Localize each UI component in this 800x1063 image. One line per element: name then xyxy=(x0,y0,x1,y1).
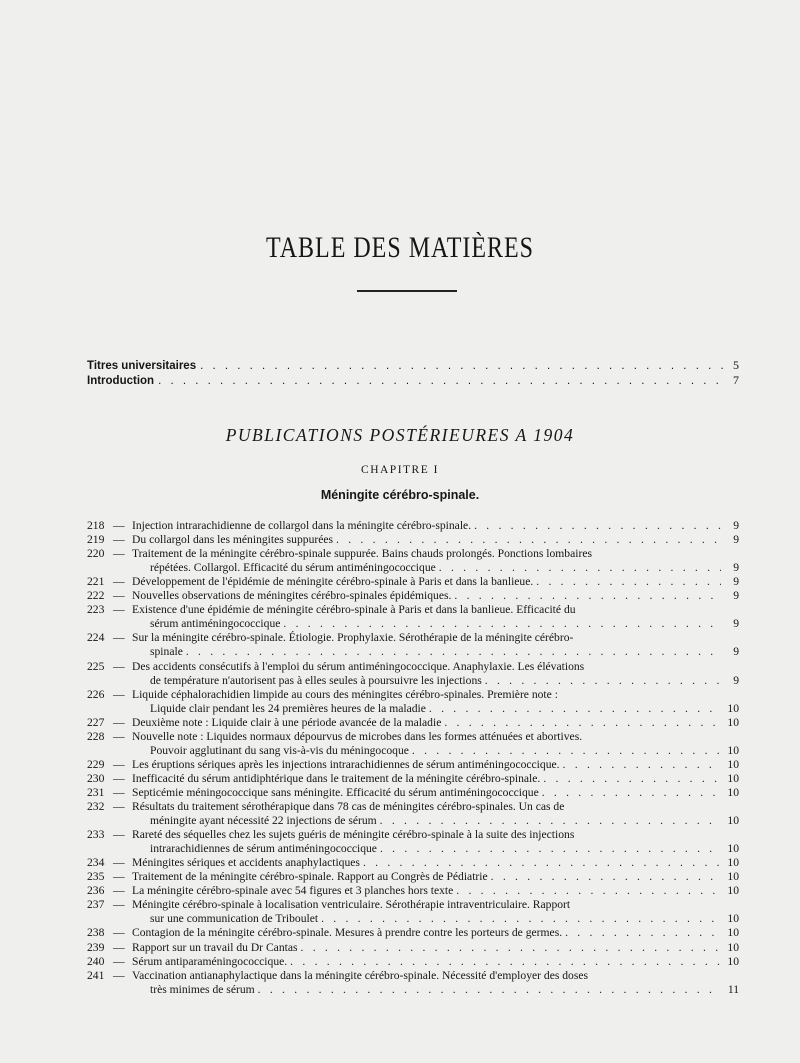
entry-dash: — xyxy=(113,603,125,617)
entry-number: 218 xyxy=(87,519,105,532)
entry-dash: — xyxy=(113,533,125,547)
entry-text-line xyxy=(132,617,721,631)
entry-page: 10 xyxy=(727,954,739,968)
entry-text: Méningites sériques et accidents anaphylactiques xyxy=(132,856,360,870)
entry-text: Les éruptions sériques après les injections intrarachidiennes de sérum antiméningococcique. xyxy=(132,757,560,771)
toc-entry[interactable] xyxy=(87,884,739,898)
leader-dots xyxy=(456,884,721,898)
entry-text: Deuxième note : Liquide clair à une période avancée de la maladie xyxy=(132,715,442,729)
leader-dots xyxy=(200,360,725,372)
toc-label: Titres universitaires xyxy=(87,360,197,372)
entry-dash: — xyxy=(113,659,125,673)
entry-text: Existence d'une épidémie de méningite cérébro-spinale à Paris et dans la banlieue. Efficacité du xyxy=(132,603,576,617)
entry-page: 9 xyxy=(733,617,739,631)
entry-text: La méningite cérébro-spinale avec 54 figures et 3 planches hors texte xyxy=(132,884,454,898)
entry-text-line xyxy=(132,589,721,603)
entry-text-line xyxy=(132,786,721,800)
entry-page: 9 xyxy=(733,589,739,603)
leader-dots xyxy=(439,561,721,575)
entry-text: Rareté des séquelles chez les sujets guéris de méningite cérébro-spinale à la suite des injections xyxy=(132,828,575,842)
entry-text-line xyxy=(132,744,721,758)
entry-page: 11 xyxy=(727,982,739,996)
entry-text-line xyxy=(132,519,721,533)
leader-dots xyxy=(158,375,725,387)
toc-entry[interactable] xyxy=(87,631,739,659)
entry-page: 10 xyxy=(727,940,739,954)
leader-dots xyxy=(363,856,721,870)
entry-number: 232 xyxy=(87,800,105,813)
toc-line-titres[interactable] xyxy=(87,358,739,373)
leader-dots xyxy=(491,870,721,884)
toc-entry[interactable] xyxy=(87,941,739,955)
toc-entry[interactable] xyxy=(87,547,739,575)
entry-dash: — xyxy=(113,785,125,799)
entry-text-line xyxy=(132,758,721,772)
toc-entry[interactable] xyxy=(87,856,739,870)
entry-dash: — xyxy=(113,757,125,771)
toc-entry[interactable] xyxy=(87,758,739,772)
entry-number: 228 xyxy=(87,729,105,743)
entry-text-line xyxy=(132,631,721,645)
leader-dots xyxy=(301,941,722,955)
entry-text-line xyxy=(132,884,721,898)
entry-number: 235 xyxy=(87,870,105,884)
entry-text: Sur la méningite cérébro-spinale. Étiologie. Prophylaxie. Sérothérapie de la méningite cérébro- xyxy=(132,631,574,645)
entry-dash: — xyxy=(113,771,125,785)
entry-page: 10 xyxy=(727,912,739,926)
entry-page: 9 xyxy=(733,561,739,575)
entry-number: 240 xyxy=(87,954,105,968)
leader-dots xyxy=(321,912,721,926)
entry-page: 10 xyxy=(727,842,739,856)
entry-number: 229 xyxy=(87,757,105,771)
entry-number: 222 xyxy=(87,589,105,603)
entry-text-line xyxy=(132,912,721,926)
entry-text-line xyxy=(132,955,721,969)
entry-dash: — xyxy=(113,715,125,729)
entry-number: 237 xyxy=(87,898,105,912)
entry-text-line xyxy=(132,814,721,828)
toc-entry[interactable] xyxy=(87,955,739,969)
entry-text-line xyxy=(132,688,721,702)
entry-dash: — xyxy=(113,547,125,561)
leader-dots xyxy=(336,533,721,547)
toc-entry[interactable] xyxy=(87,730,739,758)
toc-entry[interactable] xyxy=(87,898,739,926)
entry-page: 10 xyxy=(727,757,739,771)
leader-dots xyxy=(429,702,721,716)
entry-dash: — xyxy=(113,856,125,870)
entry-page: 9 xyxy=(733,673,739,687)
entry-text: intrarachidiennes de sérum antiméningococcique xyxy=(150,842,377,856)
entry-dash: — xyxy=(113,800,125,813)
entry-text-line xyxy=(132,772,721,786)
entry-text-line xyxy=(132,603,721,617)
entry-number: 223 xyxy=(87,603,105,617)
entry-text: Traitement de la méningite cérébro-spinale suppurée. Bains chauds prolongés. Ponctions lombaires xyxy=(132,547,592,561)
entry-text: Nouvelle note : Liquides normaux dépourvus de microbes dans les formes atténuées et abortives. xyxy=(132,729,583,743)
entry-number: 230 xyxy=(87,771,105,785)
entry-dash: — xyxy=(113,968,125,982)
toc-entry[interactable] xyxy=(87,772,739,786)
toc-entry[interactable] xyxy=(87,800,739,828)
toc-page: 5 xyxy=(733,358,739,372)
entry-text-line xyxy=(132,730,721,744)
entry-number: 220 xyxy=(87,547,105,561)
toc-entry[interactable] xyxy=(87,575,739,589)
toc-entry[interactable] xyxy=(87,603,739,631)
entry-page: 9 xyxy=(733,519,739,532)
entry-number: 233 xyxy=(87,828,105,842)
entry-number: 234 xyxy=(87,856,105,870)
entry-dash: — xyxy=(113,828,125,842)
entry-text-line xyxy=(132,800,721,814)
entry-dash: — xyxy=(113,729,125,743)
entry-page: 10 xyxy=(727,715,739,729)
entry-page: 10 xyxy=(727,856,739,870)
entry-dash: — xyxy=(113,884,125,898)
entry-text: Inefficacité du sérum antidiphtérique dans le traitement de la méningite cérébro-spinale. xyxy=(132,771,541,785)
entry-text: de température n'autorisent pas à elles seules à poursuivre les injections xyxy=(150,673,482,687)
entry-text-line xyxy=(132,547,721,561)
entry-number: 238 xyxy=(87,926,105,940)
entry-text-line xyxy=(132,828,721,842)
entry-page: 10 xyxy=(727,701,739,715)
toc-entry[interactable] xyxy=(87,786,739,800)
entry-text-line xyxy=(132,898,721,912)
entry-text-line xyxy=(132,716,721,730)
entry-text-line xyxy=(132,983,721,997)
entry-text: Pouvoir agglutinant du sang vis-à-vis du méningocoque xyxy=(150,743,409,757)
entry-text-line xyxy=(132,870,721,884)
toc-entry[interactable] xyxy=(87,533,739,547)
entry-number: 221 xyxy=(87,575,105,589)
entry-text: Liquide céphalorachidien limpide au cours des méningites cérébro-spinales. Première note : xyxy=(132,687,558,701)
toc-line-introduction[interactable] xyxy=(87,373,739,388)
page-title: TABLE DES MATIÈRES xyxy=(265,232,535,265)
entry-text-line xyxy=(132,660,721,674)
entry-text: Méningite cérébro-spinale à localisation ventriculaire. Sérothérapie intraventriculaire. Rapport xyxy=(132,898,571,912)
leader-dots xyxy=(283,617,721,631)
entry-page: 9 xyxy=(733,645,739,659)
entry-number: 227 xyxy=(87,715,105,729)
entry-number: 226 xyxy=(87,687,105,701)
entry-number: 224 xyxy=(87,631,105,645)
toc-entry[interactable] xyxy=(87,688,739,716)
entry-text: Résultats du traitement sérothérapique dans 78 cas de méningites cérébro-spinales. Un cas de xyxy=(132,800,565,813)
entry-dash: — xyxy=(113,926,125,940)
entry-text: Contagion de la méningite cérébro-spinale. Mesures à prendre contre les porteurs de germes. xyxy=(132,926,563,940)
toc-entry[interactable] xyxy=(87,870,739,884)
entry-text: Vaccination antianaphylactique dans la méningite cérébro-spinale. Nécessité d'employer des doses xyxy=(132,968,589,982)
entry-text: méningite ayant nécessité 22 injections de sérum xyxy=(150,814,377,827)
leader-dots xyxy=(444,716,721,730)
entry-text-line xyxy=(132,842,721,856)
entry-text-line xyxy=(132,674,721,688)
entry-dash: — xyxy=(113,940,125,954)
leader-dots xyxy=(380,814,721,828)
entry-page: 10 xyxy=(727,771,739,785)
entry-text: Du collargol dans les méningites suppurées xyxy=(132,533,334,547)
entry-text: Nouvelles observations de méningites cérébro-spinales épidémiques. xyxy=(132,589,452,603)
leader-dots xyxy=(542,786,721,800)
entry-text: sur une communication de Triboulet xyxy=(150,912,319,926)
entry-text-line xyxy=(132,926,721,940)
entry-number: 236 xyxy=(87,884,105,898)
toc-label: Introduction xyxy=(87,375,155,387)
toc-entry[interactable] xyxy=(87,660,739,688)
toc-entry[interactable] xyxy=(87,589,739,603)
entry-dash: — xyxy=(113,687,125,701)
entry-text: Rapport sur un travail du Dr Cantas xyxy=(132,940,298,954)
entry-text-line xyxy=(132,969,721,983)
entry-text: Sérum antiparaméningococcique. xyxy=(132,954,288,968)
entry-page: 10 xyxy=(727,884,739,898)
entry-text: sérum antiméningococcique xyxy=(150,617,281,631)
entry-dash: — xyxy=(113,870,125,884)
entry-number: 225 xyxy=(87,659,105,673)
toc-entry[interactable] xyxy=(87,969,739,997)
entry-text: Injection intrarachidienne de collargol dans la méningite cérébro-spinale. xyxy=(132,519,472,532)
leader-dots xyxy=(290,955,721,969)
entry-page: 9 xyxy=(733,533,739,547)
toc-entry[interactable] xyxy=(87,828,739,856)
entry-page: 9 xyxy=(733,575,739,589)
toc-entry[interactable] xyxy=(87,716,739,730)
entry-text: Traitement de la méningite cérébro-spinale. Rapport au Congrès de Pédiatrie xyxy=(132,870,488,884)
leader-dots xyxy=(536,575,721,589)
toc-page: 7 xyxy=(733,373,739,387)
entry-dash: — xyxy=(113,898,125,912)
entry-text-line xyxy=(132,856,721,870)
leader-dots xyxy=(565,926,721,940)
entry-page: 10 xyxy=(727,870,739,884)
entry-text: répétées. Collargol. Efficacité du sérum antiméningococcique xyxy=(150,561,436,575)
entry-text-line xyxy=(132,533,721,547)
leader-dots xyxy=(485,674,721,688)
leader-dots xyxy=(543,772,721,786)
entry-number: 239 xyxy=(87,940,105,954)
entry-text-line xyxy=(132,561,721,575)
section-heading: PUBLICATIONS POSTÉRIEURES A 1904 xyxy=(225,425,575,445)
leader-dots xyxy=(412,744,721,758)
entry-number: 241 xyxy=(87,968,105,982)
leader-dots xyxy=(186,645,721,659)
leader-dots xyxy=(474,519,721,533)
entry-number: 231 xyxy=(87,785,105,799)
title-rule xyxy=(357,290,457,292)
entry-page: 10 xyxy=(727,743,739,757)
entry-text: spinale xyxy=(150,645,183,659)
entry-text: Développement de l'épidémie de méningite cérébro-spinale à Paris et dans la banlieue. xyxy=(132,575,534,589)
entry-text-line xyxy=(132,575,721,589)
leader-dots xyxy=(454,589,721,603)
leader-dots xyxy=(258,983,721,997)
entry-page: 10 xyxy=(727,814,739,827)
leader-dots xyxy=(563,758,721,772)
leader-dots xyxy=(380,842,721,856)
chapter-label: CHAPITRE I xyxy=(361,464,439,476)
entry-dash: — xyxy=(113,575,125,589)
entry-page: 10 xyxy=(727,785,739,799)
entry-dash: — xyxy=(113,631,125,645)
entry-dash: — xyxy=(113,954,125,968)
entry-text-line xyxy=(132,702,721,716)
entry-text: Liquide clair pendant les 24 premières heures de la maladie xyxy=(150,701,426,715)
chapter-title: Méningite cérébro-spinale. xyxy=(320,488,480,502)
entry-dash: — xyxy=(113,589,125,603)
entry-number: 219 xyxy=(87,533,105,547)
entry-text: Septicémie méningococcique sans méningite. Efficacité du sérum antiméningococcique xyxy=(132,785,539,799)
entry-text: Des accidents consécutifs à l'emploi du sérum antiméningococcique. Anaphylaxie. Les élévations xyxy=(132,659,585,673)
entry-dash: — xyxy=(113,519,125,532)
entry-text-line xyxy=(132,645,721,659)
entry-text-line xyxy=(132,941,721,955)
entry-text: très minimes de sérum xyxy=(150,982,255,996)
entry-page: 10 xyxy=(727,926,739,940)
toc-entry[interactable] xyxy=(87,926,739,940)
toc-entry[interactable] xyxy=(87,519,739,533)
